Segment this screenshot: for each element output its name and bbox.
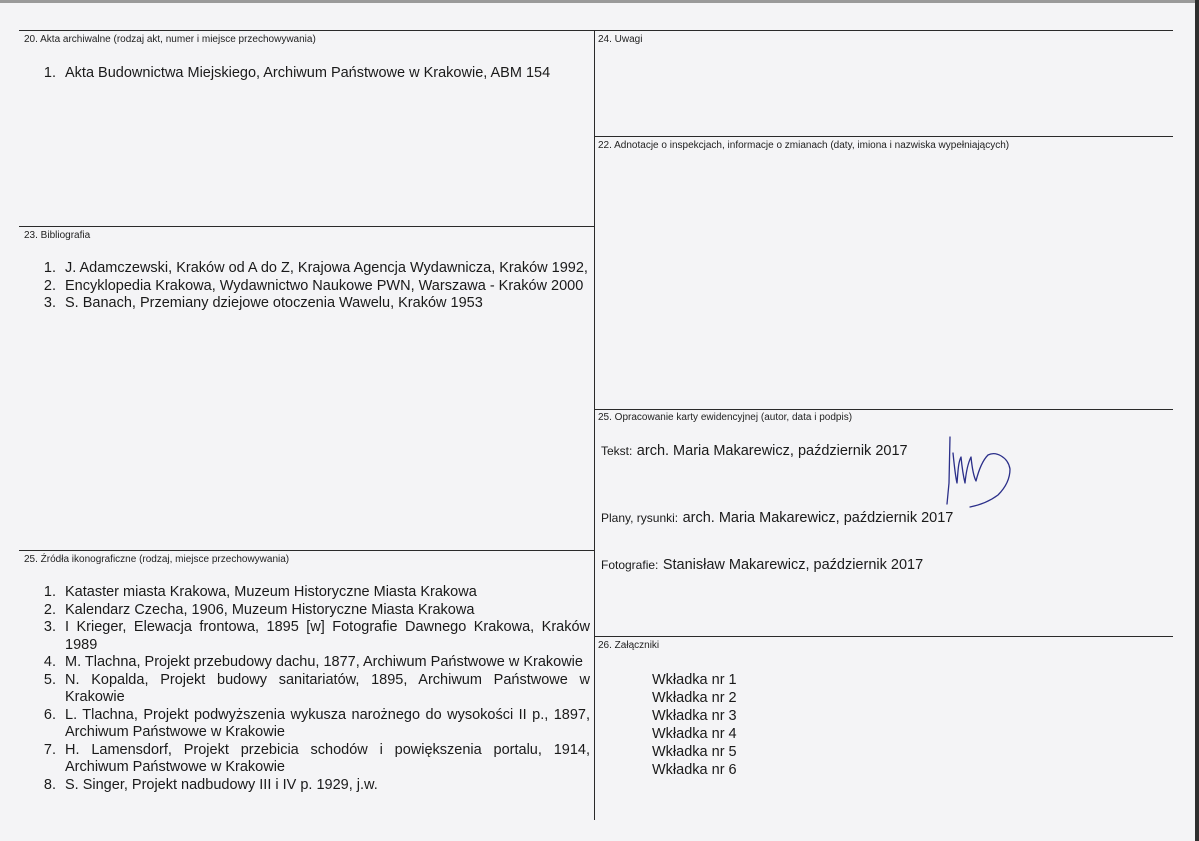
divider-left-2 [19,550,594,551]
tekst-field [601,442,908,460]
list-item [30,278,590,296]
list-item [30,584,590,602]
item-number: 6. [43,706,56,723]
list-item [30,742,590,777]
item-text: L. Tlachna, Projekt podwyższenia wykusza narożnego do wysokości II p., 1897, Archiwum Państwowe w Krakowie [65,706,590,740]
item-text: Kalendarz Czecha, 1906, Muzeum Historyczne Miasta Krakowa [65,601,475,618]
plany-field [601,509,953,527]
plany-label: Plany, rysunki: [601,511,679,525]
zrodla-header: 25. Źródła ikonograficzne (rodzaj, miejsce przechowywania) [24,554,290,565]
fotografie-field [601,556,923,574]
item-text: Akta Budownictwa Miejskiego, Archiwum Państwowe w Krakowie, ABM 154 [65,65,551,81]
item-number: 8. [43,776,56,793]
item-number: 3. [43,295,56,311]
opracowanie-header: 25. Opracowanie karty ewidencyjnej (autor, data i podpis) [598,412,853,423]
list-item [30,619,590,654]
item-number: 3. [43,619,56,635]
signature-image [944,433,1014,508]
tekst-value: arch. Maria Makarewicz, październik 2017 [636,443,908,459]
item-text: I Krieger, Elewacja frontowa, 1895 [w] Fotografie Dawnego Krakowa, Kraków 1989 [65,619,590,653]
item-text: Kataster miasta Krakowa, Muzeum Historyczne Miasta Krakowa [65,584,477,600]
item-text: Encyklopedia Krakowa, Wydawnictwo Naukowe PWN, Warszawa - Kraków 2000 [65,277,584,294]
item-text: H. Lamensdorf, Projekt przebicia schodów i powiększenia portalu, 1914, Archiwum Państwowe w Krakowie [65,741,590,775]
item-number: 1. [43,260,56,276]
akta-header: 20. Akta archiwalne (rodzaj akt, numer i miejsce przechowywania) [24,34,316,45]
list-item [30,65,578,83]
item-text: S. Singer, Projekt nadbudowy III i IV p. 1929, j.w. [65,776,378,793]
fotografie-value: Stanisław Makarewicz, październik 2017 [662,557,924,573]
item-number: 1. [43,584,56,600]
item-number: 5. [43,671,56,688]
list-item [30,260,590,278]
item-text: J. Adamczewski, Kraków od A do Z, Krajowa Agencja Wydawnicza, Kraków 1992, [65,260,588,276]
list-item [30,707,590,742]
akta-list [30,65,578,83]
zalaczniki-list [652,671,737,779]
attachment-item: Wkładka nr 2 [652,690,737,706]
divider-vertical [594,30,595,820]
list-item [30,777,590,795]
tekst-label: Tekst: [601,444,633,458]
item-number: 7. [43,741,56,758]
attachment-item: Wkładka nr 1 [652,672,737,688]
plany-value: arch. Maria Makarewicz, październik 2017 [682,510,954,526]
item-number: 4. [43,654,56,670]
scan-edge-top [0,0,1199,3]
divider-right-3 [594,636,1173,637]
item-number: 1. [43,65,56,81]
bibliografia-header: 23. Bibliografia [24,230,91,241]
divider-right-1 [594,136,1173,137]
list-item [30,654,590,672]
item-number: 2. [43,277,56,294]
fotografie-label: Fotografie: [601,558,659,572]
zrodla-list [30,584,590,794]
item-text: S. Banach, Przemiany dziejowe otoczenia Wawelu, Kraków 1953 [65,295,483,311]
attachment-item: Wkładka nr 4 [652,726,737,742]
list-item [30,295,590,313]
scan-edge-right [1195,0,1199,841]
uwagi-header: 24. Uwagi [598,34,643,45]
item-text: N. Kopalda, Projekt budowy sanitariatów, 1895, Archiwum Państwowe w Krakowie [65,671,590,705]
attachment-item: Wkładka nr 5 [652,744,737,760]
zalaczniki-header: 26. Załączniki [598,640,660,651]
attachment-item: Wkładka nr 3 [652,708,737,724]
bibliografia-list [30,260,590,313]
divider-top [19,30,1173,31]
item-text: M. Tlachna, Projekt przebudowy dachu, 1877, Archiwum Państwowe w Krakowie [65,654,583,670]
list-item [30,672,590,707]
divider-left-1 [19,226,594,227]
divider-right-2 [594,409,1173,410]
adnotacje-header: 22. Adnotacje o inspekcjach, informacje o zmianach (daty, imiona i nazwiska wypełniających) [598,140,1010,151]
attachment-item: Wkładka nr 6 [652,762,737,778]
item-number: 2. [43,601,56,618]
list-item [30,602,590,620]
